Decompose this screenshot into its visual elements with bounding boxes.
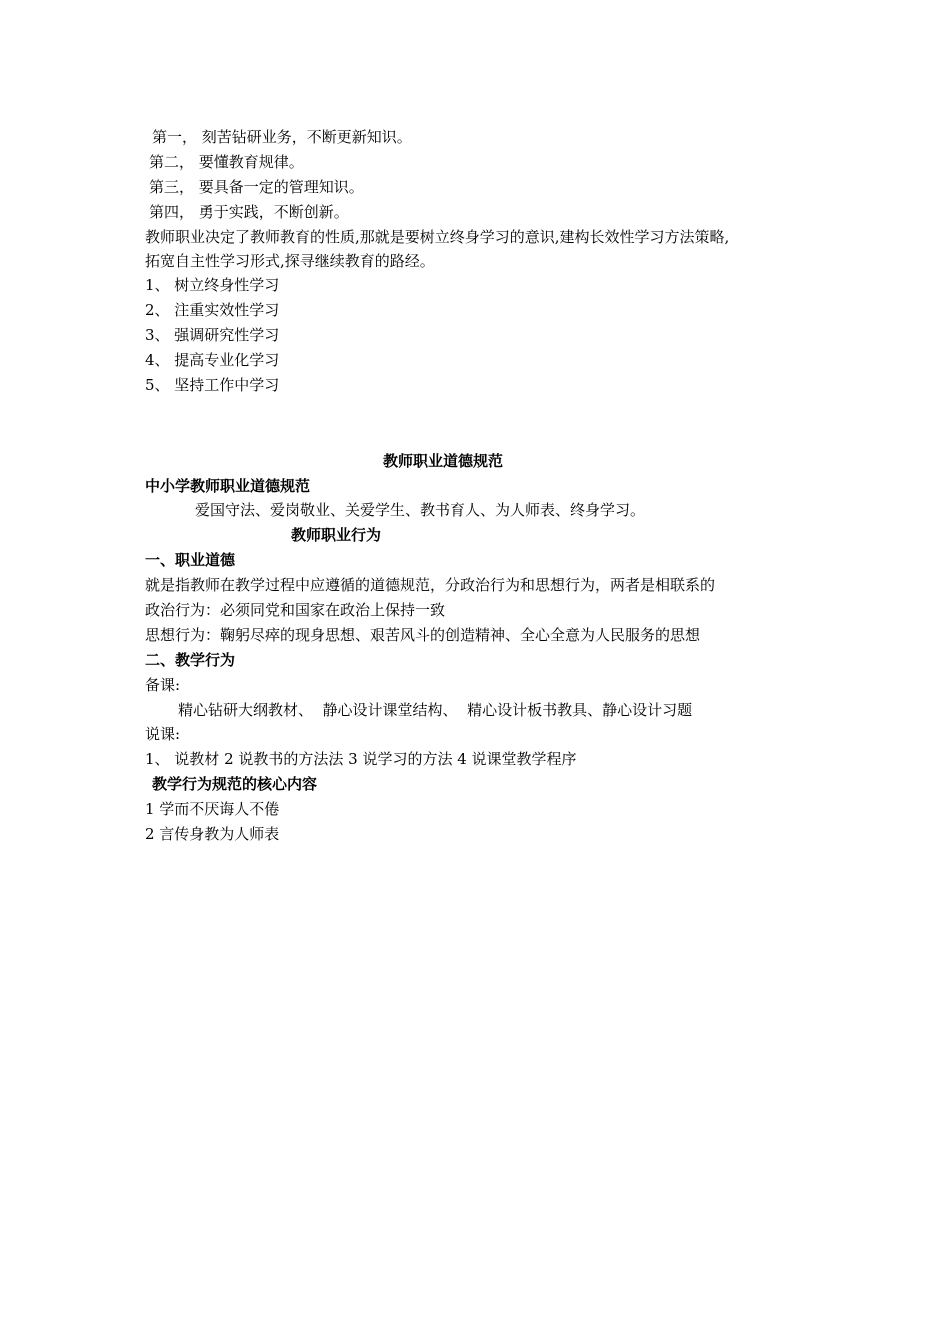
learning-item-2: 2、 注重实效性学习	[145, 301, 280, 319]
intro-point-3: 第三， 要具备一定的管理知识。	[149, 178, 364, 196]
core-item-1: 1 学而不厌诲人不倦	[145, 800, 280, 818]
intro-paragraph-line-2: 拓宽自主性学习形式,探寻继续教育的路经。	[145, 252, 435, 270]
intro-point-2: 第二， 要懂教育规律。	[149, 153, 304, 171]
prep-label: 备课:	[145, 676, 181, 694]
intro-point-4: 第四， 勇于实践，不断创新。	[149, 203, 349, 221]
moral-definition: 就是指教师在教学过程中应遵循的道德规范，分政治行为和思想行为，两者是相联系的	[145, 576, 716, 594]
intro-point-1: 第一， 刻苦钻研业务，不断更新知识。	[152, 128, 412, 146]
political-behavior: 政治行为：必须同党和国家在政治上保持一致	[145, 601, 446, 619]
talk-items: 1、 说教材 2 说教书的方法法 3 说学习的方法 4 说课堂教学程序	[145, 750, 577, 768]
heading-professional-ethics: 一、职业道德	[145, 551, 236, 569]
sub-title: 中小学教师职业道德规范	[145, 477, 311, 495]
prep-items: 精心钻研大纲教材、 静心设计课堂结构、 精心设计板书教具、静心设计习题	[178, 701, 693, 719]
behavior-title: 教师职业行为	[291, 526, 382, 544]
learning-item-1: 1、 树立终身性学习	[145, 276, 280, 294]
norms-text: 爱国守法、爱岗敬业、关爱学生、教书育人、为人师表、终身学习。	[195, 501, 646, 519]
core-content-title: 教学行为规范的核心内容	[152, 775, 318, 793]
ideological-behavior: 思想行为：鞠躬尽瘁的现身思想、艰苦风斗的创造精神、全心全意为人民服务的思想	[145, 626, 701, 644]
section-title: 教师职业道德规范	[383, 452, 504, 470]
talk-label: 说课:	[145, 725, 181, 743]
learning-item-4: 4、 提高专业化学习	[145, 351, 280, 369]
learning-item-5: 5、 坚持工作中学习	[145, 376, 280, 394]
core-item-2: 2 言传身教为人师表	[145, 825, 280, 843]
heading-teaching-behavior: 二、教学行为	[145, 651, 236, 669]
learning-item-3: 3、 强调研究性学习	[145, 326, 280, 344]
intro-paragraph-line-1: 教师职业决定了教师教育的性质,那就是要树立终身学习的意识,建构长效性学习方法策略,	[145, 228, 730, 246]
